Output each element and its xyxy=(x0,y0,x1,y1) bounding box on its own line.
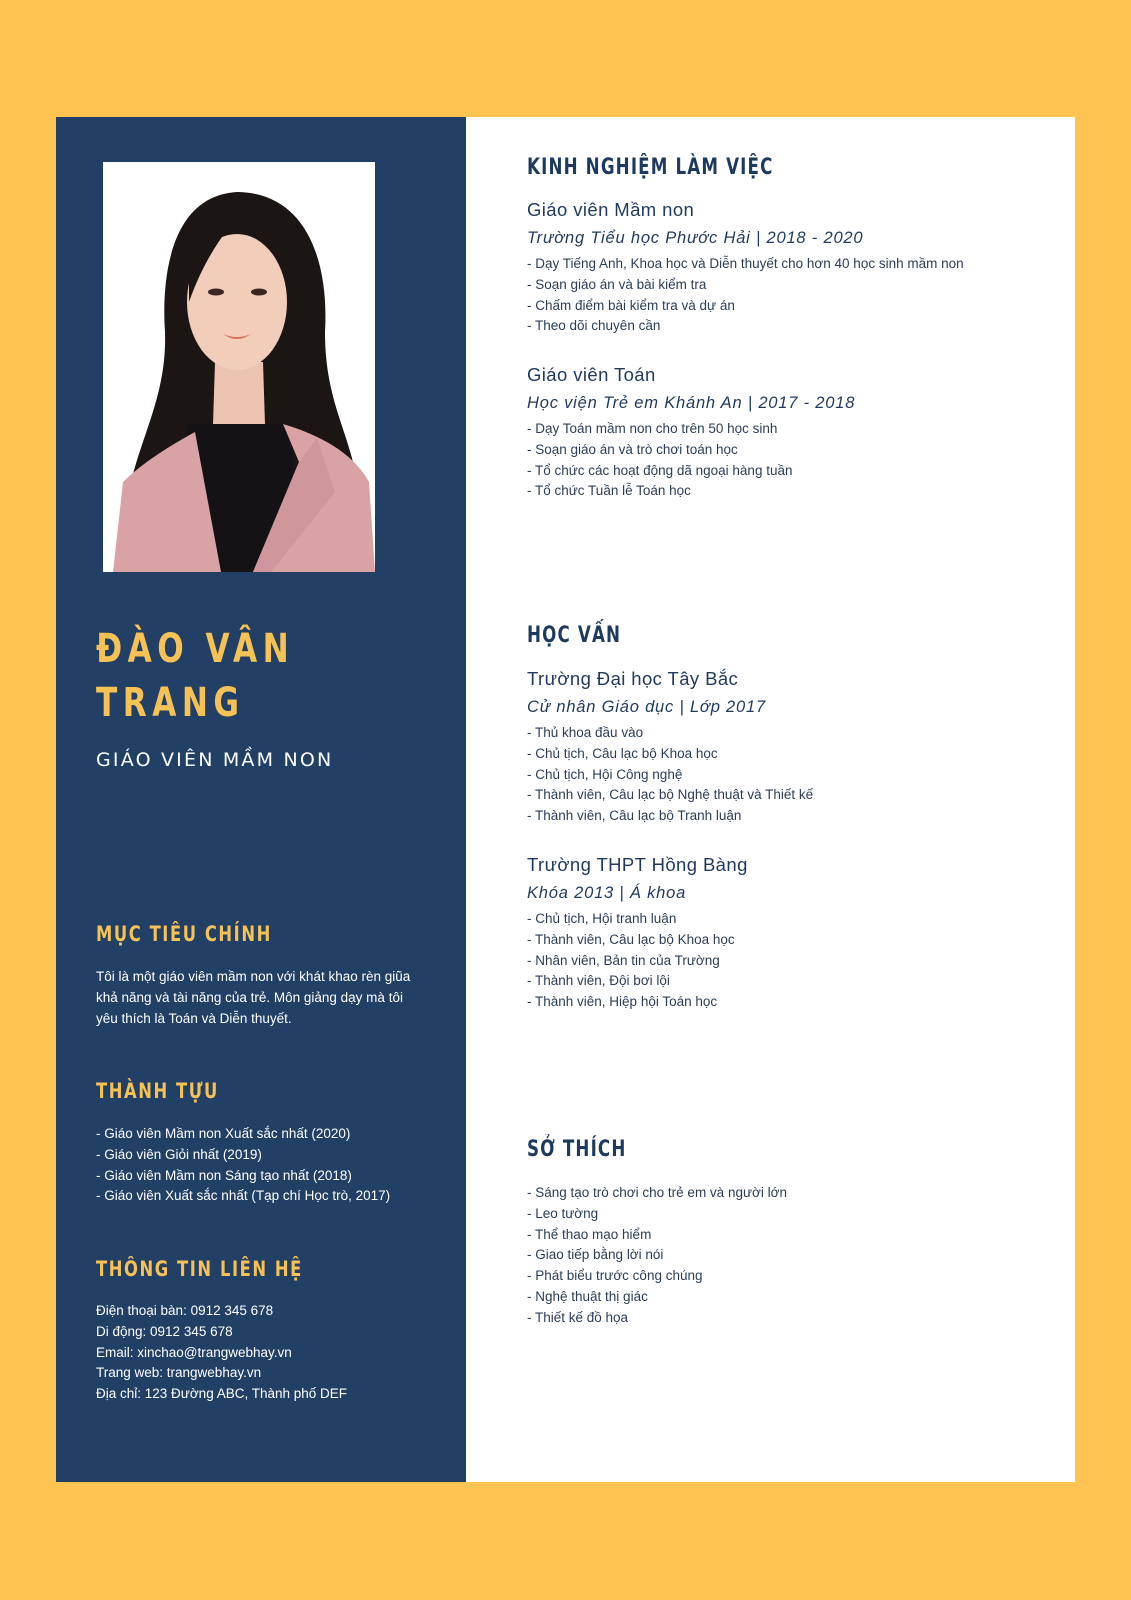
contact-address: Địa chỉ: 123 Đường ABC, Thành phố DEF xyxy=(96,1386,348,1402)
hobby-item: - Leo tường xyxy=(527,1205,599,1221)
duty-item: - Tổ chức các hoạt động dã ngoại hàng tuần xyxy=(527,462,793,478)
school-degree: Cử nhân Giáo dục | Lớp 2017 xyxy=(527,698,766,716)
name-line-1: ĐÀO VÂN xyxy=(96,626,295,672)
contact-website[interactable]: Trang web: trangwebhay.vn xyxy=(96,1365,262,1381)
education-heading: HỌC VẤN xyxy=(527,623,622,648)
candidate-name xyxy=(96,622,377,730)
activity-item: - Chủ tịch, Câu lạc bộ Khoa học xyxy=(527,745,718,761)
sidebar xyxy=(56,117,466,1482)
hobby-item: - Nghệ thuật thị giác xyxy=(527,1288,648,1304)
school-name: Trường THPT Hồng Bàng xyxy=(527,854,748,875)
activity-item: - Thủ khoa đầu vào xyxy=(527,725,644,740)
experience-heading: KINH NGHIỆM LÀM VIỆC xyxy=(527,155,774,180)
activity-item: - Nhân viên, Bản tin của Trường xyxy=(527,952,720,968)
resume-card xyxy=(56,117,1075,1482)
activity-item: - Thành viên, Đội bơi lội xyxy=(527,973,670,989)
achievement-item: - Giáo viên Giỏi nhất (2019) xyxy=(96,1146,262,1162)
experience-entry xyxy=(527,363,1047,502)
activity-item: - Thành viên, Câu lạc bộ Khoa học xyxy=(527,931,735,947)
duty-item: - Chấm điểm bài kiểm tra và dự án xyxy=(527,297,735,313)
name-line-2: TRANG xyxy=(96,680,245,726)
activity-item: - Chủ tịch, Hội Công nghệ xyxy=(527,766,683,782)
hobby-item: - Giao tiếp bằng lời nói xyxy=(527,1247,664,1263)
job-employer: Trường Tiểu học Phước Hải | 2018 - 2020 xyxy=(527,229,864,247)
education-entry xyxy=(527,667,1047,827)
school-activities xyxy=(527,909,1047,1013)
job-duties xyxy=(527,419,1047,502)
activity-item: - Chủ tịch, Hội tranh luận xyxy=(527,911,677,926)
portrait-photo xyxy=(103,162,375,572)
portrait-image-icon xyxy=(103,162,375,572)
contact-email[interactable]: Email: xinchao@trangwebhay.vn xyxy=(96,1344,292,1360)
job-position: Giáo viên Toán xyxy=(527,364,656,385)
experience-entry xyxy=(527,198,1047,337)
job-duties xyxy=(527,254,1047,337)
duty-item: - Soạn giáo án và bài kiểm tra xyxy=(527,276,707,292)
contact-heading: THÔNG TIN LIÊN HỆ xyxy=(96,1257,303,1281)
job-title: GIÁO VIÊN MẦM NON xyxy=(96,749,334,771)
achievement-item: - Giáo viên Mầm non Xuất sắc nhất (2020) xyxy=(96,1126,351,1141)
objective-heading: MỤC TIÊU CHÍNH xyxy=(96,922,272,946)
contact-list xyxy=(96,1301,426,1405)
contact-mobile: Di động: 0912 345 678 xyxy=(96,1323,233,1339)
hobby-item: - Thiết kế đồ họa xyxy=(527,1309,629,1325)
education-entry xyxy=(527,853,1047,1013)
duty-item: - Tổ chức Tuần lễ Toán học xyxy=(527,483,691,499)
job-position: Giáo viên Mầm non xyxy=(527,199,695,220)
school-name: Trường Đại học Tây Bắc xyxy=(527,668,739,689)
duty-item: - Soạn giáo án và trò chơi toán học xyxy=(527,441,738,457)
achievements-list xyxy=(96,1124,426,1207)
activity-item: - Thành viên, Câu lạc bộ Nghệ thuật và Thiết kế xyxy=(527,787,814,803)
achievement-item: - Giáo viên Xuất sắc nhất (Tạp chí Học trò, 2017) xyxy=(96,1188,391,1204)
duty-item: - Dạy Tiếng Anh, Khoa học và Diễn thuyết cho hơn 40 học sinh mầm non xyxy=(527,256,964,271)
contact-landline: Điện thoại bàn: 0912 345 678 xyxy=(96,1303,274,1318)
hobby-item: - Thể thao mạo hiểm xyxy=(527,1226,652,1242)
objective-text: Tôi là một giáo viên mầm non với khát khao rèn giũa khả năng và tài năng của trẻ. Môn giảng dạy mà tôi yêu thích là Toán và Diễn thuyết. xyxy=(96,969,411,1026)
duty-item: - Theo dõi chuyên cần xyxy=(527,318,661,334)
hobby-item: - Phát biểu trước công chúng xyxy=(527,1268,703,1284)
school-activities xyxy=(527,723,1047,827)
activity-item: - Thành viên, Câu lạc bộ Tranh luận xyxy=(527,808,742,824)
job-employer: Học viện Trẻ em Khánh An | 2017 - 2018 xyxy=(527,394,856,412)
hobby-item: - Sáng tạo trò chơi cho trẻ em và người lớn xyxy=(527,1185,787,1200)
school-degree: Khóa 2013 | Á khoa xyxy=(527,884,687,902)
duty-item: - Dạy Toán mầm non cho trên 50 học sinh xyxy=(527,421,778,436)
hobbies-list xyxy=(527,1183,787,1329)
achievements-heading: THÀNH TỰU xyxy=(96,1079,219,1103)
hobbies-heading: SỞ THÍCH xyxy=(527,1137,627,1162)
activity-item: - Thành viên, Hiệp hội Toán học xyxy=(527,994,718,1010)
achievement-item: - Giáo viên Mầm non Sáng tạo nhất (2018) xyxy=(96,1167,352,1183)
